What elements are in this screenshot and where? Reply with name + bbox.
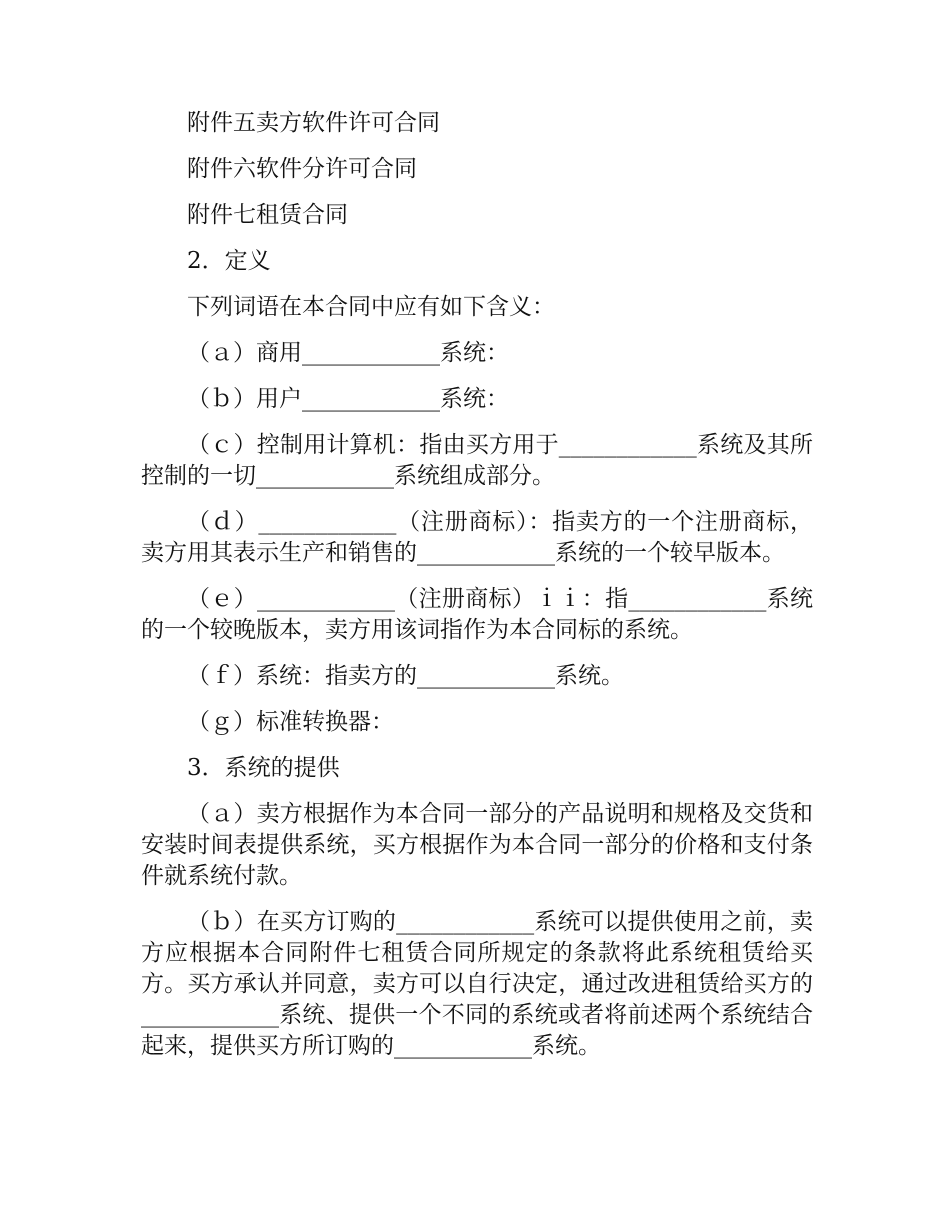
definition-c: （ｃ）控制用计算机：指由买方用于____________系统及其所控制的一切____________系统组成部分。 <box>141 432 813 489</box>
clause-3b: （ｂ）在买方订购的____________系统可以提供使用之前，卖方应根据本合同附件七租赁合同所规定的条款将此系统租赁给买方。买方承认并同意，卖方可以自行决定，通过改进租赁给买方的____________系统、提供一个不同的系统或者将前述两个系统结合起来，提供买方所订购的____________系统。 <box>141 909 813 1059</box>
section-3-heading: 3．系统的提供 <box>187 755 340 781</box>
attachment-7-line: 附件七租赁合同 <box>187 202 348 228</box>
attachment-6-line: 附件六软件分许可合同 <box>187 156 417 182</box>
definition-a: （ａ）商用____________系统： <box>187 340 509 366</box>
definition-b: （ｂ）用户____________系统： <box>187 386 509 412</box>
definition-d: （ｄ）____________（注册商标）：指卖方的一个注册商标，卖方用其表示生产和销售的____________系统的一个较早版本。 <box>141 509 813 566</box>
clause-3a: （ａ）卖方根据作为本合同一部分的产品说明和规格及交货和安装时间表提供系统，买方根据作为本合同一部分的价格和支付条件就系统付款。 <box>141 801 813 889</box>
attachment-5-line: 附件五卖方软件许可合同 <box>187 110 440 136</box>
definition-f: （ｆ）系统：指卖方的____________系统。 <box>187 663 624 689</box>
definitions-intro: 下列词语在本合同中应有如下含义： <box>187 294 555 320</box>
definition-e: （ｅ）____________（注册商标）ｉｉ：指____________系统的一个较晚版本，卖方用该词指作为本合同标的系统。 <box>141 586 813 643</box>
document-body <box>141 108 813 1077</box>
section-2-heading: 2．定义 <box>187 248 271 274</box>
definition-g: （ｇ）标准转换器： <box>187 709 394 735</box>
